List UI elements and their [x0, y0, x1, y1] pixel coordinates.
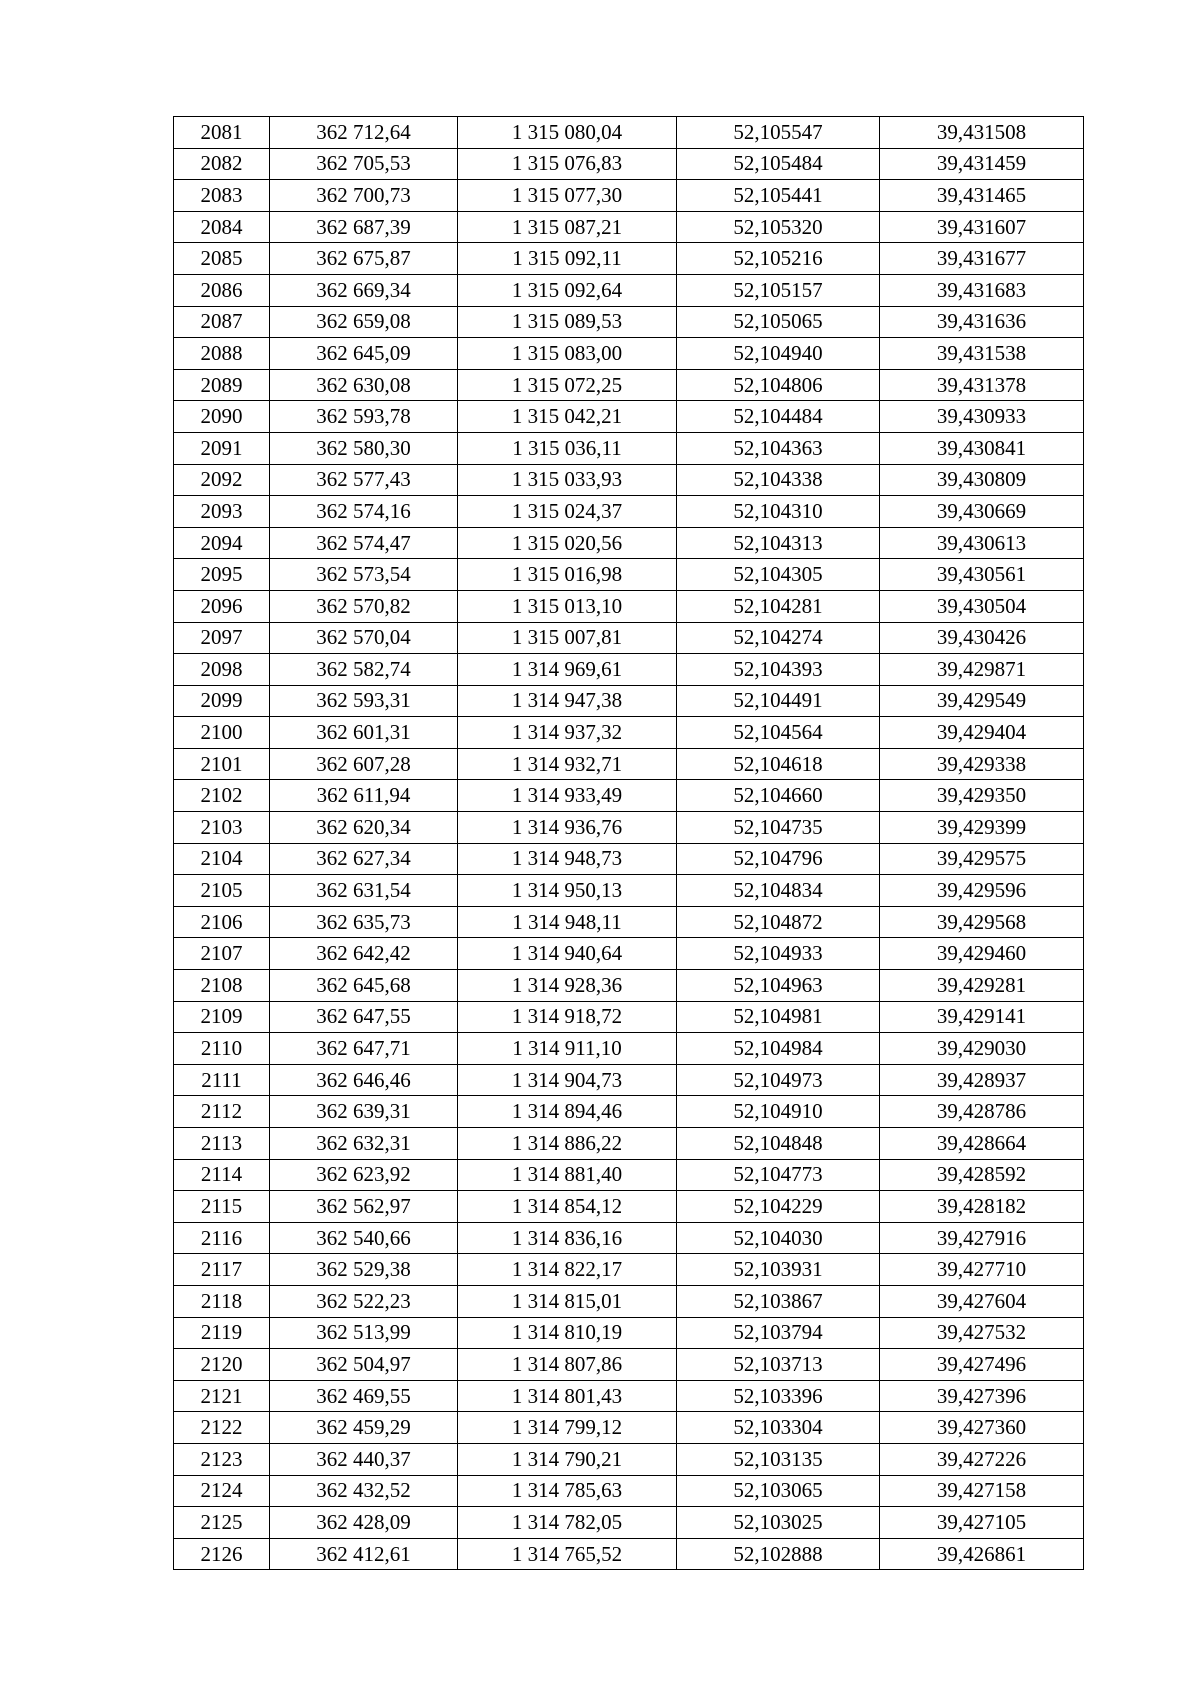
- point-number-cell: 2099: [174, 685, 270, 717]
- longitude-cell: 39,427532: [880, 1317, 1084, 1349]
- table-row: [174, 1096, 1084, 1128]
- table-row: [174, 274, 1084, 306]
- point-number-cell: 2095: [174, 559, 270, 591]
- point-number-cell: 2105: [174, 875, 270, 907]
- point-number-cell: 2091: [174, 432, 270, 464]
- x-coordinate-cell: 362 620,34: [270, 812, 458, 844]
- latitude-cell: 52,103713: [677, 1349, 880, 1381]
- x-coordinate-cell: 362 675,87: [270, 243, 458, 275]
- latitude-cell: 52,104872: [677, 906, 880, 938]
- y-coordinate-cell: 1 314 969,61: [458, 654, 677, 686]
- point-number-cell: 2103: [174, 812, 270, 844]
- x-coordinate-cell: 362 631,54: [270, 875, 458, 907]
- y-coordinate-cell: 1 314 937,32: [458, 717, 677, 749]
- latitude-cell: 52,104660: [677, 780, 880, 812]
- longitude-cell: 39,428786: [880, 1096, 1084, 1128]
- y-coordinate-cell: 1 314 928,36: [458, 970, 677, 1002]
- latitude-cell: 52,104313: [677, 527, 880, 559]
- latitude-cell: 52,103931: [677, 1254, 880, 1286]
- y-coordinate-cell: 1 314 940,64: [458, 938, 677, 970]
- table-row: [174, 1507, 1084, 1539]
- table-row: [174, 875, 1084, 907]
- latitude-cell: 52,103867: [677, 1285, 880, 1317]
- point-number-cell: 2107: [174, 938, 270, 970]
- point-number-cell: 2126: [174, 1538, 270, 1570]
- y-coordinate-cell: 1 315 013,10: [458, 590, 677, 622]
- latitude-cell: 52,105320: [677, 211, 880, 243]
- y-coordinate-cell: 1 314 836,16: [458, 1222, 677, 1254]
- x-coordinate-cell: 362 412,61: [270, 1538, 458, 1570]
- y-coordinate-cell: 1 314 854,12: [458, 1191, 677, 1223]
- longitude-cell: 39,428937: [880, 1064, 1084, 1096]
- latitude-cell: 52,104281: [677, 590, 880, 622]
- point-number-cell: 2089: [174, 369, 270, 401]
- point-number-cell: 2085: [174, 243, 270, 275]
- latitude-cell: 52,105441: [677, 180, 880, 212]
- latitude-cell: 52,104338: [677, 464, 880, 496]
- table-row: [174, 1380, 1084, 1412]
- point-number-cell: 2093: [174, 496, 270, 528]
- latitude-cell: 52,104030: [677, 1222, 880, 1254]
- point-number-cell: 2094: [174, 527, 270, 559]
- longitude-cell: 39,429596: [880, 875, 1084, 907]
- x-coordinate-cell: 362 440,37: [270, 1443, 458, 1475]
- y-coordinate-cell: 1 315 077,30: [458, 180, 677, 212]
- point-number-cell: 2104: [174, 843, 270, 875]
- latitude-cell: 52,104393: [677, 654, 880, 686]
- point-number-cell: 2121: [174, 1380, 270, 1412]
- coordinates-table: [173, 116, 1084, 1570]
- table-row: [174, 496, 1084, 528]
- point-number-cell: 2114: [174, 1159, 270, 1191]
- y-coordinate-cell: 1 315 089,53: [458, 306, 677, 338]
- y-coordinate-cell: 1 314 911,10: [458, 1033, 677, 1065]
- x-coordinate-cell: 362 687,39: [270, 211, 458, 243]
- longitude-cell: 39,431683: [880, 274, 1084, 306]
- x-coordinate-cell: 362 432,52: [270, 1475, 458, 1507]
- latitude-cell: 52,104981: [677, 1001, 880, 1033]
- latitude-cell: 52,104773: [677, 1159, 880, 1191]
- x-coordinate-cell: 362 647,71: [270, 1033, 458, 1065]
- y-coordinate-cell: 1 314 948,11: [458, 906, 677, 938]
- point-number-cell: 2090: [174, 401, 270, 433]
- longitude-cell: 39,429460: [880, 938, 1084, 970]
- latitude-cell: 52,103025: [677, 1507, 880, 1539]
- longitude-cell: 39,431677: [880, 243, 1084, 275]
- point-number-cell: 2084: [174, 211, 270, 243]
- table-row: [174, 780, 1084, 812]
- table-row: [174, 685, 1084, 717]
- table-row: [174, 338, 1084, 370]
- point-number-cell: 2083: [174, 180, 270, 212]
- table-row: [174, 938, 1084, 970]
- x-coordinate-cell: 362 573,54: [270, 559, 458, 591]
- longitude-cell: 39,429350: [880, 780, 1084, 812]
- x-coordinate-cell: 362 700,73: [270, 180, 458, 212]
- table-row: [174, 1254, 1084, 1286]
- y-coordinate-cell: 1 315 007,81: [458, 622, 677, 654]
- latitude-cell: 52,104363: [677, 432, 880, 464]
- y-coordinate-cell: 1 315 080,04: [458, 117, 677, 149]
- longitude-cell: 39,430809: [880, 464, 1084, 496]
- latitude-cell: 52,104933: [677, 938, 880, 970]
- table-row: [174, 1159, 1084, 1191]
- table-row: [174, 1128, 1084, 1160]
- y-coordinate-cell: 1 314 948,73: [458, 843, 677, 875]
- latitude-cell: 52,104910: [677, 1096, 880, 1128]
- table-row: [174, 1538, 1084, 1570]
- table-row: [174, 622, 1084, 654]
- y-coordinate-cell: 1 314 936,76: [458, 812, 677, 844]
- y-coordinate-cell: 1 314 765,52: [458, 1538, 677, 1570]
- longitude-cell: 39,431538: [880, 338, 1084, 370]
- latitude-cell: 52,105216: [677, 243, 880, 275]
- x-coordinate-cell: 362 562,97: [270, 1191, 458, 1223]
- latitude-cell: 52,104806: [677, 369, 880, 401]
- y-coordinate-cell: 1 314 801,43: [458, 1380, 677, 1412]
- point-number-cell: 2123: [174, 1443, 270, 1475]
- longitude-cell: 39,429568: [880, 906, 1084, 938]
- latitude-cell: 52,104940: [677, 338, 880, 370]
- table-row: [174, 117, 1084, 149]
- point-number-cell: 2120: [174, 1349, 270, 1381]
- point-number-cell: 2100: [174, 717, 270, 749]
- point-number-cell: 2115: [174, 1191, 270, 1223]
- latitude-cell: 52,104796: [677, 843, 880, 875]
- table-row: [174, 1412, 1084, 1444]
- point-number-cell: 2102: [174, 780, 270, 812]
- y-coordinate-cell: 1 315 016,98: [458, 559, 677, 591]
- point-number-cell: 2101: [174, 748, 270, 780]
- x-coordinate-cell: 362 529,38: [270, 1254, 458, 1286]
- x-coordinate-cell: 362 630,08: [270, 369, 458, 401]
- y-coordinate-cell: 1 314 947,38: [458, 685, 677, 717]
- longitude-cell: 39,431465: [880, 180, 1084, 212]
- latitude-cell: 52,105065: [677, 306, 880, 338]
- x-coordinate-cell: 362 635,73: [270, 906, 458, 938]
- x-coordinate-cell: 362 428,09: [270, 1507, 458, 1539]
- latitude-cell: 52,104310: [677, 496, 880, 528]
- y-coordinate-cell: 1 314 933,49: [458, 780, 677, 812]
- x-coordinate-cell: 362 623,92: [270, 1159, 458, 1191]
- longitude-cell: 39,430613: [880, 527, 1084, 559]
- y-coordinate-cell: 1 314 918,72: [458, 1001, 677, 1033]
- x-coordinate-cell: 362 639,31: [270, 1096, 458, 1128]
- y-coordinate-cell: 1 315 092,11: [458, 243, 677, 275]
- latitude-cell: 52,103304: [677, 1412, 880, 1444]
- x-coordinate-cell: 362 540,66: [270, 1222, 458, 1254]
- table-row: [174, 148, 1084, 180]
- table-row: [174, 243, 1084, 275]
- latitude-cell: 52,103065: [677, 1475, 880, 1507]
- point-number-cell: 2110: [174, 1033, 270, 1065]
- point-number-cell: 2092: [174, 464, 270, 496]
- table-row: [174, 654, 1084, 686]
- x-coordinate-cell: 362 659,08: [270, 306, 458, 338]
- y-coordinate-cell: 1 314 815,01: [458, 1285, 677, 1317]
- latitude-cell: 52,105547: [677, 117, 880, 149]
- longitude-cell: 39,429575: [880, 843, 1084, 875]
- latitude-cell: 52,102888: [677, 1538, 880, 1570]
- table-row: [174, 970, 1084, 1002]
- x-coordinate-cell: 362 574,47: [270, 527, 458, 559]
- point-number-cell: 2087: [174, 306, 270, 338]
- point-number-cell: 2098: [174, 654, 270, 686]
- point-number-cell: 2081: [174, 117, 270, 149]
- longitude-cell: 39,427710: [880, 1254, 1084, 1286]
- latitude-cell: 52,104848: [677, 1128, 880, 1160]
- table-row: [174, 527, 1084, 559]
- point-number-cell: 2088: [174, 338, 270, 370]
- x-coordinate-cell: 362 582,74: [270, 654, 458, 686]
- table-row: [174, 1443, 1084, 1475]
- longitude-cell: 39,430561: [880, 559, 1084, 591]
- x-coordinate-cell: 362 647,55: [270, 1001, 458, 1033]
- table-row: [174, 1222, 1084, 1254]
- table-row: [174, 590, 1084, 622]
- latitude-cell: 52,105484: [677, 148, 880, 180]
- table-row: [174, 1064, 1084, 1096]
- x-coordinate-cell: 362 522,23: [270, 1285, 458, 1317]
- longitude-cell: 39,429871: [880, 654, 1084, 686]
- y-coordinate-cell: 1 315 042,21: [458, 401, 677, 433]
- y-coordinate-cell: 1 315 087,21: [458, 211, 677, 243]
- longitude-cell: 39,429404: [880, 717, 1084, 749]
- latitude-cell: 52,103135: [677, 1443, 880, 1475]
- latitude-cell: 52,104491: [677, 685, 880, 717]
- x-coordinate-cell: 362 570,82: [270, 590, 458, 622]
- point-number-cell: 2096: [174, 590, 270, 622]
- longitude-cell: 39,428182: [880, 1191, 1084, 1223]
- latitude-cell: 52,104735: [677, 812, 880, 844]
- x-coordinate-cell: 362 504,97: [270, 1349, 458, 1381]
- y-coordinate-cell: 1 315 020,56: [458, 527, 677, 559]
- table-row: [174, 906, 1084, 938]
- longitude-cell: 39,429338: [880, 748, 1084, 780]
- latitude-cell: 52,104229: [677, 1191, 880, 1223]
- y-coordinate-cell: 1 314 790,21: [458, 1443, 677, 1475]
- table-row: [174, 1475, 1084, 1507]
- point-number-cell: 2082: [174, 148, 270, 180]
- point-number-cell: 2125: [174, 1507, 270, 1539]
- table-row: [174, 559, 1084, 591]
- x-coordinate-cell: 362 607,28: [270, 748, 458, 780]
- latitude-cell: 52,104274: [677, 622, 880, 654]
- longitude-cell: 39,427916: [880, 1222, 1084, 1254]
- y-coordinate-cell: 1 315 083,00: [458, 338, 677, 370]
- x-coordinate-cell: 362 574,16: [270, 496, 458, 528]
- table-row: [174, 369, 1084, 401]
- longitude-cell: 39,427226: [880, 1443, 1084, 1475]
- latitude-cell: 52,104963: [677, 970, 880, 1002]
- longitude-cell: 39,429030: [880, 1033, 1084, 1065]
- y-coordinate-cell: 1 314 950,13: [458, 875, 677, 907]
- point-number-cell: 2086: [174, 274, 270, 306]
- y-coordinate-cell: 1 314 822,17: [458, 1254, 677, 1286]
- y-coordinate-cell: 1 314 881,40: [458, 1159, 677, 1191]
- longitude-cell: 39,431636: [880, 306, 1084, 338]
- longitude-cell: 39,427604: [880, 1285, 1084, 1317]
- y-coordinate-cell: 1 314 894,46: [458, 1096, 677, 1128]
- x-coordinate-cell: 362 513,99: [270, 1317, 458, 1349]
- point-number-cell: 2117: [174, 1254, 270, 1286]
- point-number-cell: 2116: [174, 1222, 270, 1254]
- longitude-cell: 39,427496: [880, 1349, 1084, 1381]
- x-coordinate-cell: 362 459,29: [270, 1412, 458, 1444]
- latitude-cell: 52,105157: [677, 274, 880, 306]
- longitude-cell: 39,427360: [880, 1412, 1084, 1444]
- longitude-cell: 39,429281: [880, 970, 1084, 1002]
- table-row: [174, 748, 1084, 780]
- table-row: [174, 843, 1084, 875]
- x-coordinate-cell: 362 632,31: [270, 1128, 458, 1160]
- point-number-cell: 2109: [174, 1001, 270, 1033]
- x-coordinate-cell: 362 601,31: [270, 717, 458, 749]
- longitude-cell: 39,430841: [880, 432, 1084, 464]
- table-row: [174, 211, 1084, 243]
- y-coordinate-cell: 1 314 904,73: [458, 1064, 677, 1096]
- table-row: [174, 1317, 1084, 1349]
- table-row: [174, 180, 1084, 212]
- x-coordinate-cell: 362 593,31: [270, 685, 458, 717]
- latitude-cell: 52,104834: [677, 875, 880, 907]
- x-coordinate-cell: 362 627,34: [270, 843, 458, 875]
- x-coordinate-cell: 362 669,34: [270, 274, 458, 306]
- longitude-cell: 39,430426: [880, 622, 1084, 654]
- latitude-cell: 52,103794: [677, 1317, 880, 1349]
- point-number-cell: 2118: [174, 1285, 270, 1317]
- y-coordinate-cell: 1 315 033,93: [458, 464, 677, 496]
- table-row: [174, 717, 1084, 749]
- longitude-cell: 39,429399: [880, 812, 1084, 844]
- x-coordinate-cell: 362 469,55: [270, 1380, 458, 1412]
- longitude-cell: 39,430504: [880, 590, 1084, 622]
- point-number-cell: 2108: [174, 970, 270, 1002]
- x-coordinate-cell: 362 712,64: [270, 117, 458, 149]
- latitude-cell: 52,104484: [677, 401, 880, 433]
- longitude-cell: 39,430669: [880, 496, 1084, 528]
- point-number-cell: 2122: [174, 1412, 270, 1444]
- latitude-cell: 52,104618: [677, 748, 880, 780]
- y-coordinate-cell: 1 314 785,63: [458, 1475, 677, 1507]
- longitude-cell: 39,428664: [880, 1128, 1084, 1160]
- coordinates-table-body: [174, 117, 1084, 1570]
- table-row: [174, 306, 1084, 338]
- latitude-cell: 52,104564: [677, 717, 880, 749]
- y-coordinate-cell: 1 315 076,83: [458, 148, 677, 180]
- table-row: [174, 1001, 1084, 1033]
- latitude-cell: 52,104984: [677, 1033, 880, 1065]
- point-number-cell: 2124: [174, 1475, 270, 1507]
- y-coordinate-cell: 1 314 886,22: [458, 1128, 677, 1160]
- y-coordinate-cell: 1 314 807,86: [458, 1349, 677, 1381]
- table-row: [174, 401, 1084, 433]
- longitude-cell: 39,431459: [880, 148, 1084, 180]
- longitude-cell: 39,427105: [880, 1507, 1084, 1539]
- table-row: [174, 1191, 1084, 1223]
- x-coordinate-cell: 362 611,94: [270, 780, 458, 812]
- table-row: [174, 1285, 1084, 1317]
- longitude-cell: 39,426861: [880, 1538, 1084, 1570]
- y-coordinate-cell: 1 314 932,71: [458, 748, 677, 780]
- y-coordinate-cell: 1 315 072,25: [458, 369, 677, 401]
- x-coordinate-cell: 362 570,04: [270, 622, 458, 654]
- point-number-cell: 2112: [174, 1096, 270, 1128]
- y-coordinate-cell: 1 315 036,11: [458, 432, 677, 464]
- longitude-cell: 39,428592: [880, 1159, 1084, 1191]
- longitude-cell: 39,431607: [880, 211, 1084, 243]
- x-coordinate-cell: 362 705,53: [270, 148, 458, 180]
- longitude-cell: 39,431378: [880, 369, 1084, 401]
- latitude-cell: 52,104973: [677, 1064, 880, 1096]
- table-row: [174, 464, 1084, 496]
- y-coordinate-cell: 1 314 799,12: [458, 1412, 677, 1444]
- x-coordinate-cell: 362 577,43: [270, 464, 458, 496]
- longitude-cell: 39,427396: [880, 1380, 1084, 1412]
- longitude-cell: 39,429141: [880, 1001, 1084, 1033]
- y-coordinate-cell: 1 314 810,19: [458, 1317, 677, 1349]
- point-number-cell: 2111: [174, 1064, 270, 1096]
- x-coordinate-cell: 362 646,46: [270, 1064, 458, 1096]
- point-number-cell: 2113: [174, 1128, 270, 1160]
- point-number-cell: 2106: [174, 906, 270, 938]
- table-row: [174, 812, 1084, 844]
- point-number-cell: 2097: [174, 622, 270, 654]
- x-coordinate-cell: 362 645,68: [270, 970, 458, 1002]
- point-number-cell: 2119: [174, 1317, 270, 1349]
- y-coordinate-cell: 1 315 024,37: [458, 496, 677, 528]
- table-row: [174, 1349, 1084, 1381]
- x-coordinate-cell: 362 645,09: [270, 338, 458, 370]
- table-row: [174, 432, 1084, 464]
- longitude-cell: 39,429549: [880, 685, 1084, 717]
- table-row: [174, 1033, 1084, 1065]
- y-coordinate-cell: 1 315 092,64: [458, 274, 677, 306]
- longitude-cell: 39,427158: [880, 1475, 1084, 1507]
- longitude-cell: 39,430933: [880, 401, 1084, 433]
- x-coordinate-cell: 362 593,78: [270, 401, 458, 433]
- y-coordinate-cell: 1 314 782,05: [458, 1507, 677, 1539]
- latitude-cell: 52,104305: [677, 559, 880, 591]
- x-coordinate-cell: 362 642,42: [270, 938, 458, 970]
- longitude-cell: 39,431508: [880, 117, 1084, 149]
- x-coordinate-cell: 362 580,30: [270, 432, 458, 464]
- latitude-cell: 52,103396: [677, 1380, 880, 1412]
